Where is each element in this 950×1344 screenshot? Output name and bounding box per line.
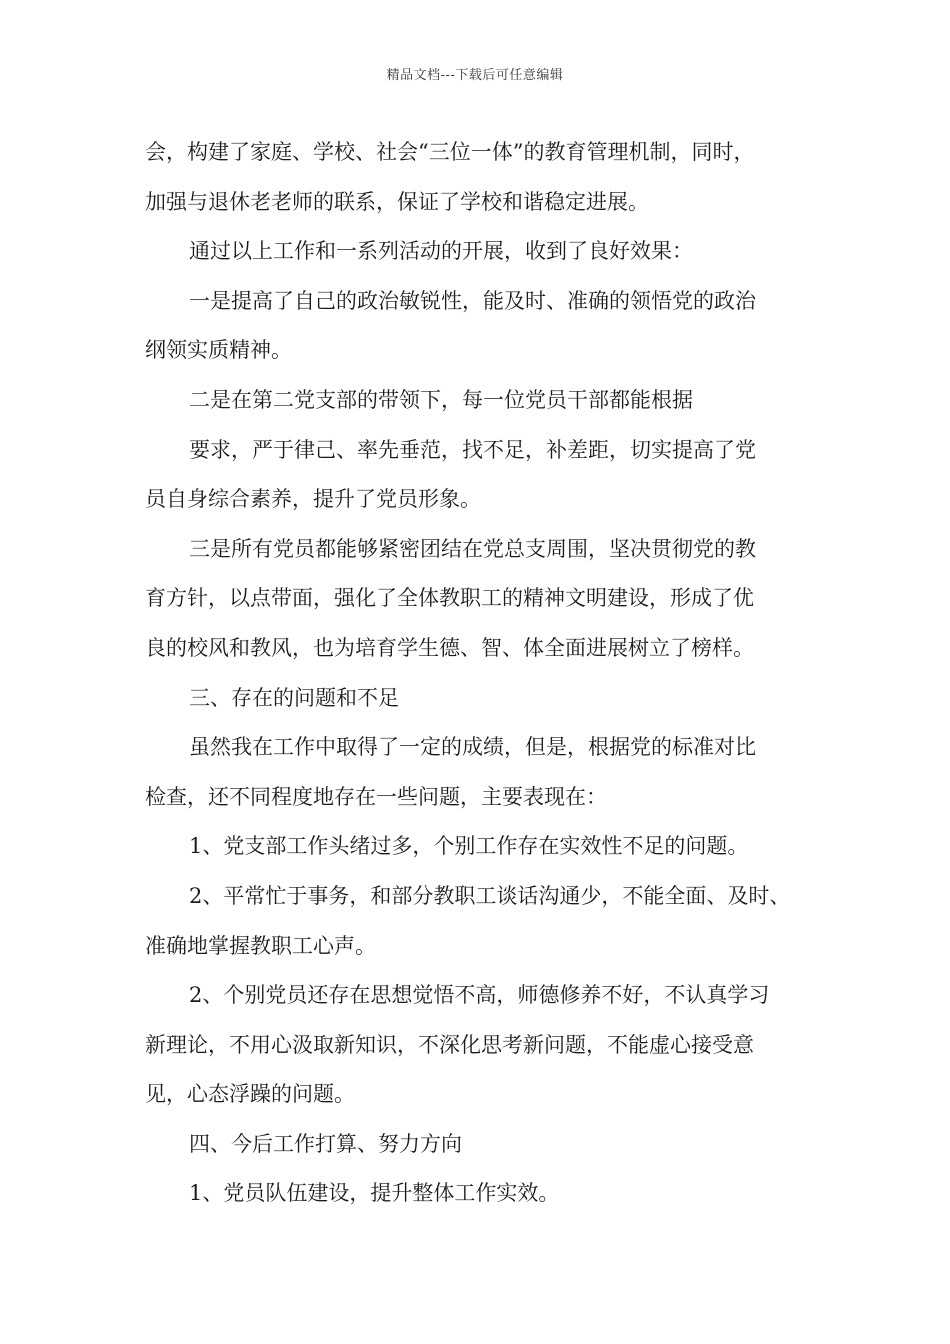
text-line: 新理论，不用心汲取新知识，不深化思考新问题，不能虚心接受意 — [145, 1032, 754, 1057]
list-item: 1、党支部工作头绪过多，个别工作存在实效性不足的问题。 — [189, 834, 749, 859]
text-line: 育方针，以点带面，强化了全体教职工的精神文明建设，形成了优 — [145, 586, 754, 611]
text-line: 见，心态浮躁的问题。 — [145, 1082, 355, 1107]
text-line: 良的校风和教风，也为培育学生德、智、体全面进展树立了榜样。 — [145, 635, 754, 660]
text-line: 虽然我在工作中取得了一定的成绩，但是，根据党的标准对比 — [189, 735, 756, 760]
text-line: 纲领实质精神。 — [145, 338, 292, 363]
text-line: 准确地掌握教职工心声。 — [145, 933, 376, 958]
text-line: 要求，严于律己、率先垂范，找不足，补差距，切实提高了党 — [189, 437, 756, 462]
text-line: 三是所有党员都能够紧密团结在党总支周围，坚决贯彻党的教 — [189, 536, 756, 561]
text-line: 加强与退休老老师的联系，保证了学校和谐稳定进展。 — [145, 189, 649, 214]
text-line: 员自身综合素养，提升了党员形象。 — [145, 487, 481, 512]
text-line: 二是在第二党支部的带领下，每一位党员干部都能根据 — [189, 387, 693, 412]
text-line: 一是提高了自己的政治敏锐性，能及时、准确的领悟党的政治 — [189, 288, 756, 313]
list-item: 1、党员队伍建设，提升整体工作实效。 — [189, 1181, 560, 1206]
section-heading: 三、存在的问题和不足 — [189, 685, 399, 710]
document-body — [145, 128, 835, 1219]
text-line: 通过以上工作和一系列活动的开展，收到了良好效果： — [189, 239, 693, 264]
list-item: 2、个别党员还存在思想觉悟不高，师德修养不好，不认真学习 — [189, 983, 770, 1008]
page-header: 精品文档---下载后可任意编辑 — [386, 68, 564, 83]
list-item: 2、平常忙于事务，和部分教职工谈话沟通少，不能全面、及时、 — [189, 883, 791, 908]
section-heading: 四、今后工作打算、努力方向 — [189, 1131, 462, 1156]
text-line: 检查，还不同程度地存在一些问题，主要表现在： — [145, 784, 607, 809]
text-line: 会，构建了家庭、学校、社会“三位一体”的教育管理机制，同时， — [145, 140, 755, 164]
